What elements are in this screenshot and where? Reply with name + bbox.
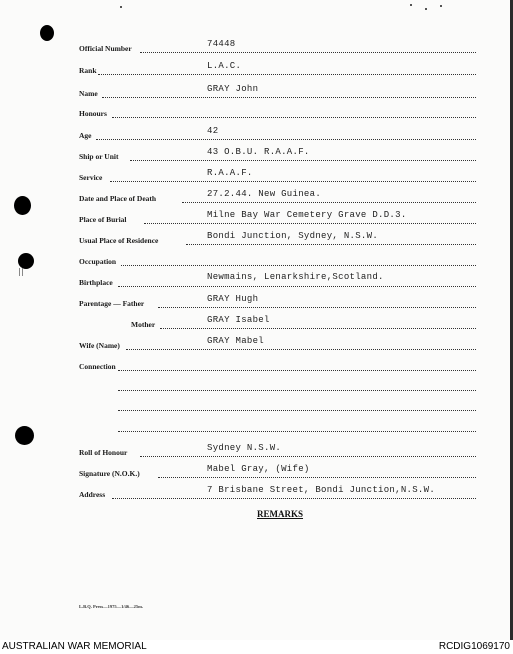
age-label: Age (79, 131, 92, 140)
place-of-burial-value: Milne Bay War Cemetery Grave D.D.3. (207, 210, 407, 220)
punch-hole (40, 25, 54, 41)
date-place-death-label: Date and Place of Death (79, 194, 157, 203)
roll-of-honour-value: Sydney N.S.W. (207, 443, 282, 453)
punch-hole (18, 253, 34, 269)
field-rule (158, 477, 476, 478)
punch-hole (15, 426, 34, 445)
occupation-label: Occupation (79, 257, 117, 266)
field-rule (110, 181, 476, 182)
field-rule (96, 139, 476, 140)
wife-value: GRAY Mabel (207, 336, 265, 346)
honours-label: Honours (79, 109, 107, 118)
field-rule (118, 370, 476, 371)
field-rule (130, 160, 476, 161)
official-number-label: Official Number (79, 44, 132, 53)
connection-rule (118, 390, 476, 391)
footer-source: AUSTRALIAN WAR MEMORIAL (2, 641, 147, 652)
ship-or-unit-label: Ship or Unit (79, 152, 119, 161)
father-value: GRAY Hugh (207, 294, 259, 304)
punch-hole (14, 196, 31, 215)
wife-label: Wife (Name) (79, 341, 120, 350)
field-rule (158, 307, 476, 308)
field-rule (182, 202, 476, 203)
signature-label: Signature (N.O.K.) (79, 469, 140, 478)
age-value: 42 (207, 126, 219, 136)
field-rule (118, 286, 476, 287)
usual-residence-label: Usual Place of Residence (79, 236, 159, 245)
scan-speck (425, 8, 427, 10)
rank-value: L.A.C. (207, 61, 242, 71)
field-rule (186, 244, 476, 245)
name-label: Name (79, 89, 98, 98)
scan-mark (19, 268, 20, 276)
field-rule (112, 117, 476, 118)
service-label: Service (79, 173, 103, 182)
scan-speck (410, 4, 412, 6)
field-rule (126, 349, 476, 350)
birthplace-value: Newmains, Lenarkshire,Scotland. (207, 272, 384, 282)
birthplace-label: Birthplace (79, 278, 113, 287)
address-label: Address (79, 490, 106, 499)
father-label: Parentage — Father (79, 299, 145, 308)
connection-label: Connection (79, 362, 116, 371)
scan-speck (440, 5, 442, 7)
place-of-burial-label: Place of Burial (79, 215, 127, 224)
scan-mark (22, 268, 23, 276)
signature-value: Mabel Gray, (Wife) (207, 464, 310, 474)
name-value: GRAY John (207, 84, 259, 94)
printer-imprint: L.B.Q. Press—1975—1/46—25m. (79, 604, 144, 609)
remarks-heading: REMARKS (257, 509, 304, 519)
address-value: 7 Brisbane Street, Bondi Junction,N.S.W. (207, 485, 436, 495)
field-rule (144, 223, 476, 224)
official-number-value: 74448 (207, 39, 236, 49)
field-rule (112, 498, 476, 499)
mother-label: Mother (131, 320, 156, 329)
field-rule (140, 52, 476, 53)
mother-value: GRAY Isabel (207, 315, 270, 325)
service-value: R.A.A.F. (207, 168, 253, 178)
field-rule (140, 456, 476, 457)
usual-residence-value: Bondi Junction, Sydney, N.S.W. (207, 231, 379, 241)
field-rule (121, 265, 476, 266)
roll-of-honour-label: Roll of Honour (79, 448, 128, 457)
field-rule (102, 97, 476, 98)
connection-rule (118, 431, 476, 432)
date-place-death-value: 27.2.44. New Guinea. (207, 189, 322, 199)
rank-label: Rank (79, 66, 97, 75)
scan-speck (120, 6, 122, 8)
field-rule (160, 328, 476, 329)
field-rule (98, 74, 476, 75)
ship-or-unit-value: 43 O.B.U. R.A.A.F. (207, 147, 310, 157)
connection-rule (118, 410, 476, 411)
footer-record-id: RCDIG1069170 (438, 641, 510, 652)
